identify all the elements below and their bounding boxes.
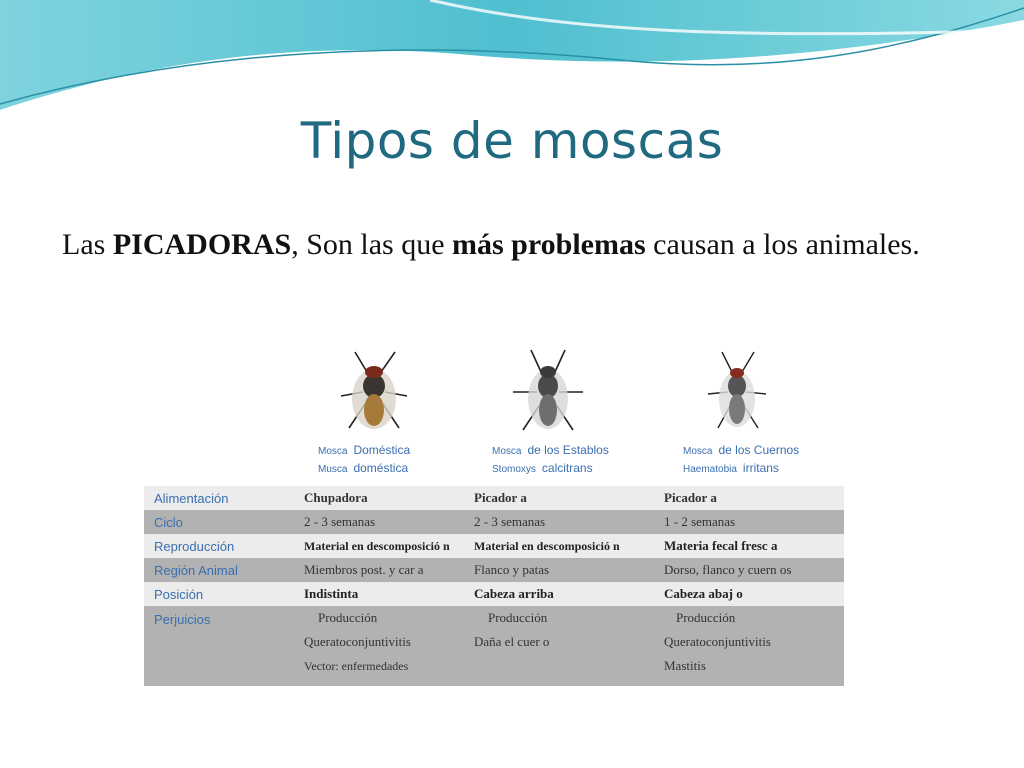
cell-line: Producción [676,610,736,625]
caption-stable-fly [492,442,609,478]
cell: Dorso, flanco y cuern os [664,562,792,577]
intro-text-2: , Son las que [291,228,453,261]
cell-line: Producción [318,610,378,625]
fly-comparison-figure [136,334,874,694]
intro-bold-picadoras: PICADORAS [112,228,292,261]
caption-common-name: de los Establos [527,443,609,457]
row-label: Región Animal [154,562,238,578]
row-label: Ciclo [154,514,183,530]
cell: Materia fecal fresc a [664,538,778,553]
cell: Chupadora [304,490,368,505]
table-row [144,558,844,582]
cell-line: Mastitis [664,658,706,673]
cell: Material en descomposició n [474,538,620,553]
caption-prefix: Mosca [318,446,348,457]
intro-text-3: causan a los animales. [645,228,920,261]
caption-genus: Musca [318,464,348,475]
table-row [144,510,844,534]
caption-common-name: Doméstica [353,443,411,457]
row-label: Posición [154,586,204,602]
cell-line: Producción [488,610,548,625]
cell: Indistinta [304,586,359,601]
caption-prefix: Mosca [683,446,713,457]
caption-house-fly [318,442,410,478]
row-label: Reproducción [154,538,235,554]
cell-line: Daña el cuer o [474,634,550,649]
table-row [144,534,844,558]
cell: Material en descomposició n [304,538,450,553]
caption-genus: Stomoxys [492,464,536,475]
table-row [144,582,844,606]
row-label: Perjuicios [154,612,211,627]
horn-fly-icon [692,344,782,444]
stable-fly-icon [503,344,593,444]
slide-title: Tipos de moscas [300,112,724,170]
header-wave-decoration [0,0,1024,130]
cell: 2 - 3 semanas [304,514,376,529]
cell [654,606,844,686]
caption-horn-fly [683,442,799,478]
table-row [144,486,844,510]
caption-species: calcitrans [541,461,593,475]
intro-bold-problemas: más problemas [452,228,646,261]
caption-species: doméstica [353,461,409,475]
cell: Cabeza abaj o [664,586,743,601]
caption-genus: Haematobia [683,464,737,475]
cell-line: Queratoconjuntivitis [304,634,411,649]
table-row [144,606,844,686]
house-fly-icon [329,344,419,444]
cell: 2 - 3 semanas [474,514,546,529]
cell [464,606,654,686]
cell [294,606,464,686]
caption-common-name: de los Cuernos [718,443,800,457]
cell-line: Vector: enfermedades [304,659,409,673]
intro-text-1: Las [62,228,113,261]
cell: Picador a [664,490,717,505]
cell: 1 - 2 semanas [664,514,736,529]
fly-comparison-table [144,486,844,686]
intro-paragraph [62,222,982,267]
cell: Cabeza arriba [474,586,554,601]
cell-line: Queratoconjuntivitis [664,634,771,649]
cell: Picador a [474,490,527,505]
row-label: Alimentación [154,490,229,506]
cell: Miembros post. y car a [304,562,424,577]
caption-species: irritans [742,461,779,475]
cell: Flanco y patas [474,562,550,577]
caption-prefix: Mosca [492,446,522,457]
